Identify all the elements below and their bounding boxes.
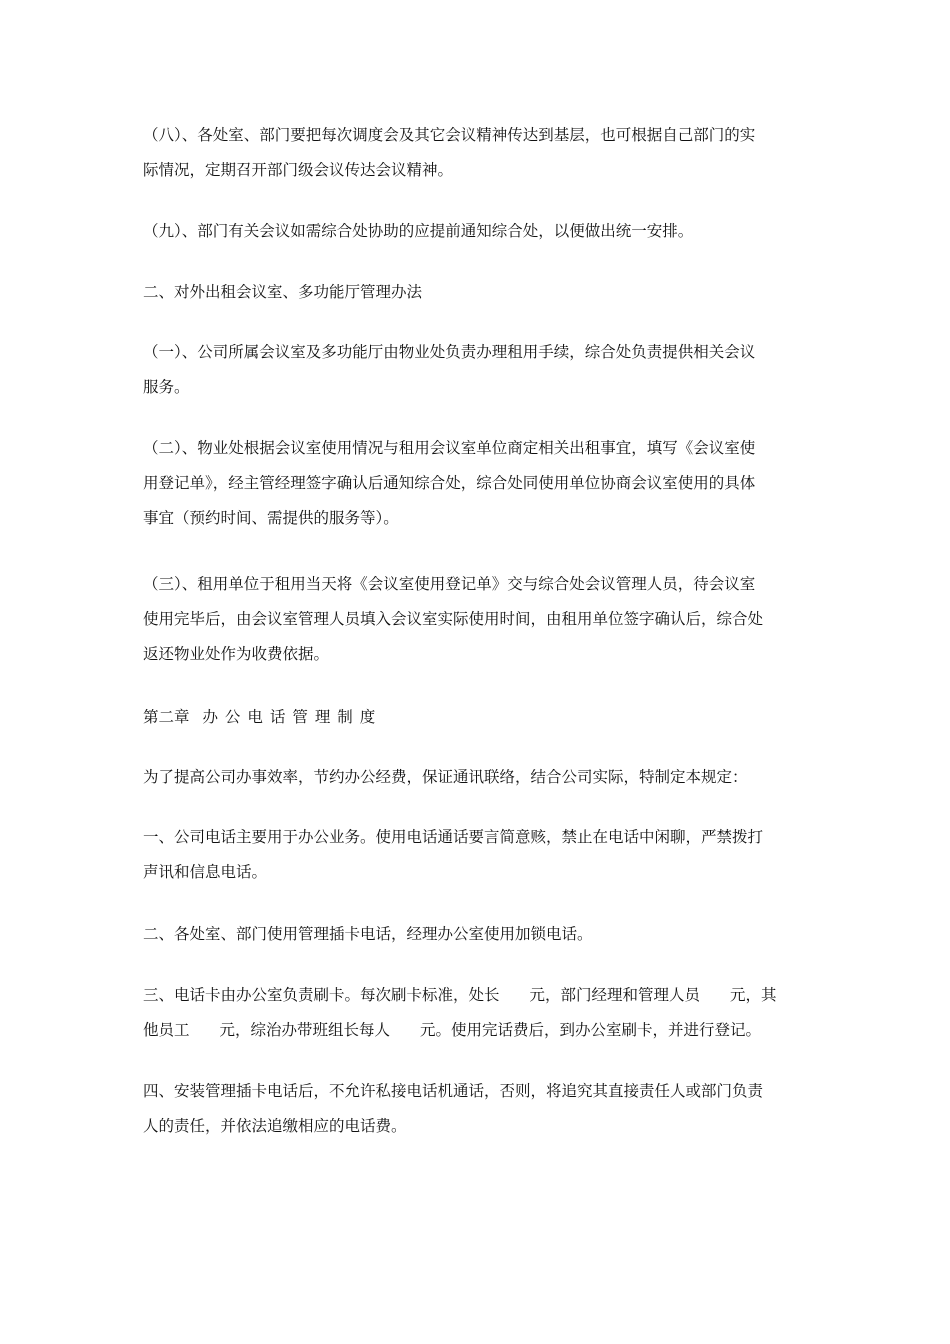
rule-item-2: [143, 917, 811, 952]
text-segment: 元，其: [730, 986, 777, 1004]
text-segment: 元，综治办带班组长每人: [219, 1021, 391, 1039]
section-heading: [143, 275, 811, 310]
intro-paragraph: [143, 760, 811, 795]
text-line: 一、公司电话主要用于办公业务。使用电话通话要言简意赅，禁止在电话中闲聊，严禁拨打: [143, 828, 764, 846]
paragraph-item-8: [143, 118, 811, 188]
paragraph-section2-item-2: [143, 431, 811, 536]
text-line: 四、安装管理插卡电话后，不允许私接电话机通话，否则，将追究其直接责任人或部门负责: [143, 1082, 764, 1100]
text-line: 用登记单》，经主管经理签字确认后通知综合处，综合处同使用单位协商会议室使用的具体: [143, 474, 756, 492]
paragraph-section2-item-3: [143, 567, 811, 672]
text-line: 事宜（预约时间、需提供的服务等）。: [143, 509, 399, 527]
rule-item-3: [143, 978, 811, 1048]
text-line: 服务。: [143, 378, 190, 396]
chapter-prefix: 第二章: [143, 708, 190, 726]
paragraph-item-9: [143, 214, 811, 249]
text-line: （二）、物业处根据会议室使用情况与租用会议室单位商定相关出租事宜，填写《会议室使: [143, 439, 756, 457]
text-line: （九）、部门有关会议如需综合处协助的应提前通知综合处，以便做出统一安排。: [143, 222, 694, 240]
text-line: 返还物业处作为收费依据。: [143, 645, 330, 663]
text-segment: 元。使用完话费后，到办公室刷卡，并进行登记。: [420, 1021, 762, 1039]
text-line: 二、对外出租会议室、多功能厅管理办法: [143, 283, 423, 301]
text-segment: 他员工: [143, 1021, 190, 1039]
text-line: 声讯和信息电话。: [143, 863, 268, 881]
text-line: 际情况，定期召开部门级会议传达会议精神。: [143, 161, 454, 179]
text-line: （一）、公司所属会议室及多功能厅由物业处负责办理租用手续，综合处负责提供相关会议: [143, 343, 756, 361]
rule-item-4: [143, 1074, 811, 1144]
paragraph-section2-item-1: [143, 335, 811, 405]
text-segment: 元，部门经理和管理人员: [529, 986, 701, 1004]
rule-item-1: [143, 820, 811, 890]
chapter-title: 办公电话管理制度: [202, 708, 383, 726]
text-line: 使用完毕后，由会议室管理人员填入会议室实际使用时间，由租用单位签字确认后，综合处: [143, 610, 764, 628]
text-segment: 三、电话卡由办公室负责刷卡。每次刷卡标准，处长: [143, 986, 500, 1004]
text-line: （八）、各处室、部门要把每次调度会及其它会议精神传达到基层，也可根据自己部门的实: [143, 126, 756, 144]
text-line: （三）、租用单位于租用当天将《会议室使用登记单》交与综合处会议管理人员，待会议室: [143, 575, 756, 593]
text-line: 二、各处室、部门使用管理插卡电话，经理办公室使用加锁电话。: [143, 925, 593, 943]
text-line: 为了提高公司办事效率，节约办公经费，保证通讯联络，结合公司实际，特制定本规定：: [143, 768, 748, 786]
text-line: 人的责任，并依法追缴相应的电话费。: [143, 1117, 407, 1135]
chapter-heading: [143, 700, 811, 735]
